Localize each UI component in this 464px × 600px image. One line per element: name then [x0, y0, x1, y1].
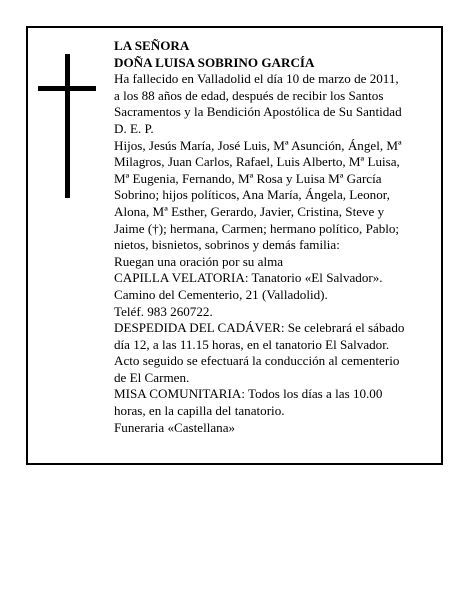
farewell-line: Acto seguido se efectuará la conducción al cementerio	[114, 353, 400, 369]
mass-line: horas, en la capilla del tanatorio.	[114, 403, 285, 419]
deceased-name: DOÑA LUISA SOBRINO GARCÍA	[114, 54, 315, 70]
chapel-line: Camino del Cementerio, 21 (Valladolid).	[114, 286, 328, 302]
farewell-line: de El Carmen.	[114, 369, 190, 385]
farewell-line: día 12, a las 11.15 horas, en el tanatorio El Salvador.	[114, 336, 390, 352]
death-announcement-line: Sacramentos y la Bendición Apostólica de Su Santidad	[114, 104, 402, 120]
family-line: Milagros, Juan Carlos, Rafael, Luis Alberto, Mª Luisa,	[114, 154, 400, 170]
chapel-line: Teléf. 983 260722.	[114, 303, 213, 319]
mass-line: MISA COMUNITARIA: Todos los días a las 10.00	[114, 386, 383, 402]
family-line: Sobrino; hijos políticos, Ana María, Ángela, Leonor,	[114, 187, 390, 203]
farewell-line: DESPEDIDA DEL CADÁVER: Se celebrará el sábado	[114, 320, 405, 336]
cross-horizontal-bar	[38, 86, 96, 91]
cross-vertical-bar	[65, 54, 70, 198]
death-announcement-line: Ha fallecido en Valladolid el día 10 de marzo de 2011,	[114, 71, 399, 87]
family-line: Hijos, Jesús María, José Luis, Mª Asunción, Ángel, Mª	[114, 137, 402, 153]
family-line: Jaime (†); hermana, Carmen; hermano político, Pablo;	[114, 220, 400, 236]
chapel-line: CAPILLA VELATORIA: Tanatorio «El Salvador».	[114, 270, 383, 286]
obituary-text	[114, 38, 424, 436]
funeral-home: Funeraria «Castellana»	[114, 419, 236, 435]
family-line: Alona, Mª Esther, Gerardo, Javier, Cristina, Steve y	[114, 203, 385, 219]
family-line: Mª Eugenia, Fernando, Mª Rosa y Luisa Mª García	[114, 170, 382, 186]
death-announcement-line: a los 88 años de edad, después de recibir los Santos	[114, 87, 384, 103]
heading-title: LA SEÑORA	[114, 38, 190, 53]
death-announcement-line: D. E. P.	[114, 120, 154, 136]
family-line: nietos, bisnietos, sobrinos y demás familia:	[114, 237, 340, 253]
prayer-request: Ruegan una oración por su alma	[114, 253, 284, 269]
